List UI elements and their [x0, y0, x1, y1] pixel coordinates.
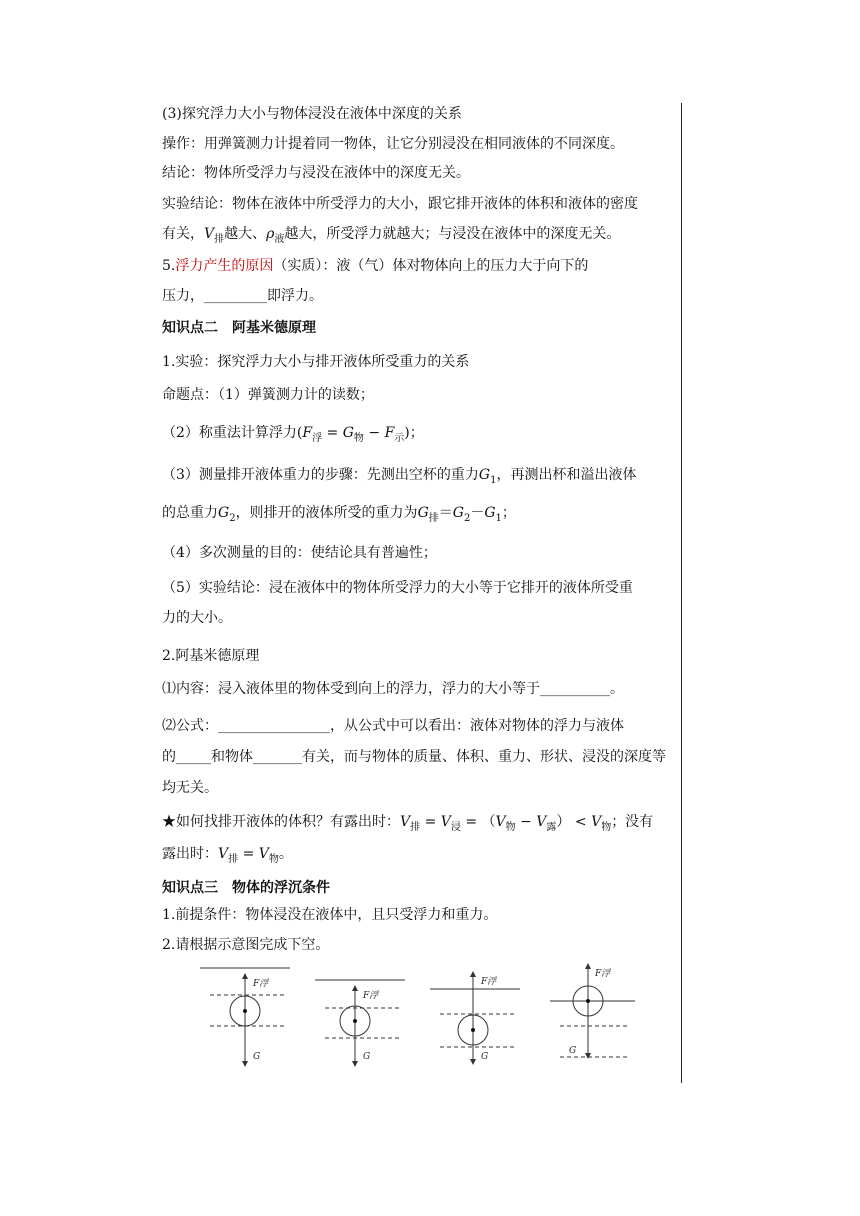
text-line: 1.实验：探究浮力大小与排开液体所受重力的关系: [162, 354, 470, 370]
table-border-right: [681, 103, 682, 1083]
diagram-suspend: [200, 968, 290, 1064]
text-line: （4）多次测量的目的：使结论具有普遍性；: [162, 545, 437, 561]
text-line: （2）称重法计算浮力$(F_浮 = G_物 - F_示)$；: [162, 425, 424, 444]
text-line: （3）测量排开液体重力的步骤：先测出空杯的重力$G_1$，再测出杯和溢出液体: [162, 467, 637, 486]
fu-label: F浮: [363, 991, 379, 1001]
g-label: G: [253, 1052, 261, 1062]
text-line: 的总重力$G_2$，则排开的液体所受的重力为$G_排=G_2-G_1$；: [162, 505, 516, 524]
diagram-sink: [315, 980, 405, 1064]
text-line: 结论：物体所受浮力与浸没在液体中的深度无关。: [162, 165, 470, 181]
text-line: 2.请根据示意图完成下空。: [162, 937, 330, 953]
text-line: ★如何找排开液体的体积？有露出时：$V_排 = V_浸 = (V_物 - V_露) < V_物$；没有: [162, 814, 654, 833]
g-label: G: [481, 1052, 489, 1062]
text-line: （5）实验结论：浸在液体中的物体所受浮力的大小等于它排开的液体所受重: [162, 580, 633, 596]
text-line: 5.浮力产生的原因（实质）：液（气）体对物体向上的压力大于向下的: [162, 258, 589, 274]
text-line: 2.阿基米德原理: [162, 648, 260, 664]
diagram-bottom: [430, 974, 520, 1062]
text-line: 有关，$V_排$越大、$\rho_液$越大，所受浮力就越大；与浸没在液体中的深度无关。: [162, 226, 621, 245]
text-line: 命题点：（1）弹簧测力计的读数；: [162, 387, 374, 403]
fu-label: F浮: [253, 979, 269, 989]
text-line: ⑵公式：________________，从公式中可以看出：液体对物体的浮力与液体: [162, 718, 624, 734]
text-line: 实验结论：物体在液体中所受浮力的大小，跟它排开液体的体积和液体的密度: [162, 196, 638, 212]
fu-label: F浮: [481, 977, 497, 987]
text-line: 操作：用弹簧测力计提着同一物体，让它分别浸没在相同液体的不同深度。: [162, 136, 624, 152]
section-heading: 知识点二 阿基米德原理: [162, 320, 316, 336]
text-line: (3)探究浮力大小与物体浸没在液体中深度的关系: [162, 106, 462, 122]
text-line: 露出时：$V_排 = V_物$。: [162, 846, 293, 865]
g-label: G: [569, 1046, 577, 1056]
text-line: 压力，_________即浮力。: [162, 288, 323, 304]
highlight-text: 浮力产生的原因: [175, 258, 274, 274]
text-line: 均无关。: [162, 780, 218, 796]
buoyancy-diagrams: [195, 962, 645, 1072]
text-line: ⑴内容：浸入液体里的物体受到向上的浮力，浮力的大小等于__________。: [162, 681, 624, 697]
diagram-float: [550, 966, 635, 1057]
text-line: 力的大小。: [162, 610, 232, 626]
text-line: 1.前提条件：物体浸没在液体中，且只受浮力和重力。: [162, 907, 498, 923]
text-line: 的_____和物体_______有关，而与物体的质量、体积、重力、形状、浸没的深度等: [162, 749, 666, 765]
section-heading: 知识点三 物体的浮沉条件: [162, 880, 330, 896]
fu-label: F浮: [595, 969, 611, 979]
g-label: G: [363, 1052, 371, 1062]
